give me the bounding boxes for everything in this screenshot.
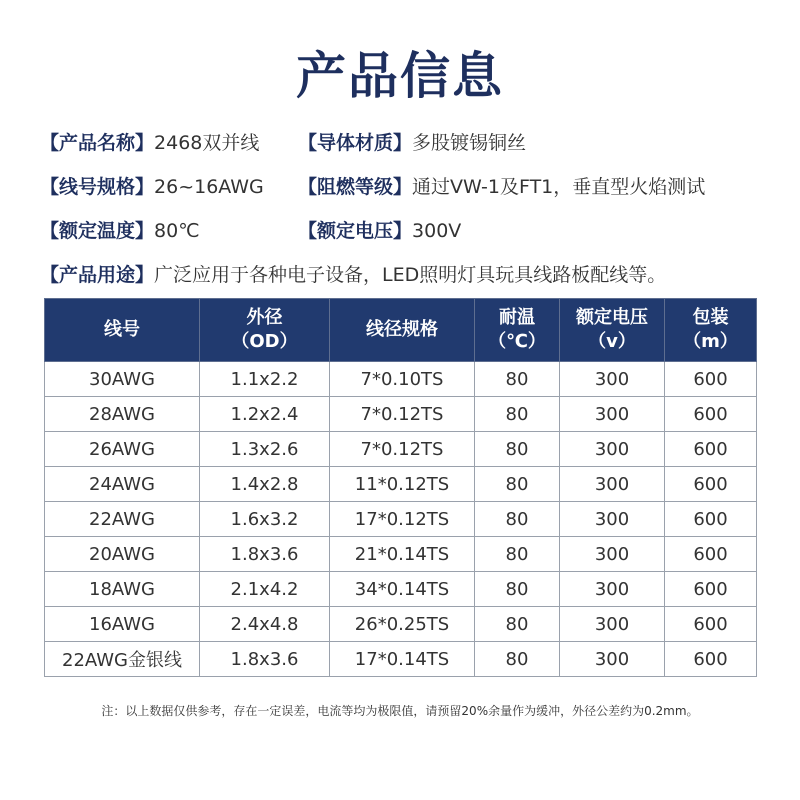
cell-temp: 80 [475, 362, 560, 397]
header-strand-spec: 线径规格 [330, 299, 475, 362]
table-row [45, 537, 757, 572]
header-rated-voltage: 额定电压 （v） [560, 299, 665, 362]
cell-temp: 80 [475, 397, 560, 432]
cell-od: 1.6x3.2 [200, 502, 330, 537]
cell-voltage: 300 [560, 502, 665, 537]
temp-value: 80℃ [154, 220, 200, 242]
cell-voltage: 300 [560, 397, 665, 432]
usage-value: 广泛应用于各种电子设备，LED照明灯具玩具线路板配线等。 [154, 264, 667, 286]
cell-strand: 34*0.14TS [330, 572, 475, 607]
cell-voltage: 300 [560, 572, 665, 607]
info-row-usage [40, 260, 666, 290]
flame-label: 【阻燃等级】 [298, 176, 413, 198]
gauge-value: 26~16AWG [154, 176, 264, 198]
cell-strand: 17*0.12TS [330, 502, 475, 537]
table-header-row [45, 299, 757, 362]
cell-temp: 80 [475, 642, 560, 677]
table-row [45, 607, 757, 642]
cell-strand: 7*0.10TS [330, 362, 475, 397]
info-row-name [40, 128, 259, 158]
temp-label: 【额定温度】 [40, 220, 155, 242]
header-packaging: 包装 （m） [665, 299, 757, 362]
info-row-voltage [298, 216, 461, 246]
spec-table [44, 298, 757, 677]
info-row-temp [40, 216, 200, 246]
cell-temp: 80 [475, 572, 560, 607]
cell-temp: 80 [475, 537, 560, 572]
name-value: 2468双并线 [154, 132, 260, 154]
cell-strand: 21*0.14TS [330, 537, 475, 572]
cell-gauge: 30AWG [45, 362, 200, 397]
info-row-gauge [40, 172, 264, 202]
material-value: 多股镀锡铜丝 [412, 132, 527, 154]
cell-packaging: 600 [665, 572, 757, 607]
gauge-label: 【线号规格】 [40, 176, 155, 198]
cell-packaging: 600 [665, 607, 757, 642]
info-row-material [298, 128, 526, 158]
header-od: 外径 （OD） [200, 299, 330, 362]
info-row-flame [298, 172, 705, 202]
cell-strand: 7*0.12TS [330, 397, 475, 432]
cell-packaging: 600 [665, 432, 757, 467]
voltage-value: 300V [412, 220, 462, 242]
cell-packaging: 600 [665, 642, 757, 677]
cell-od: 1.3x2.6 [200, 432, 330, 467]
cell-gauge: 26AWG [45, 432, 200, 467]
cell-od: 1.8x3.6 [200, 537, 330, 572]
table-row [45, 642, 757, 677]
cell-od: 2.4x4.8 [200, 607, 330, 642]
cell-voltage: 300 [560, 537, 665, 572]
cell-strand: 11*0.12TS [330, 467, 475, 502]
cell-gauge: 16AWG [45, 607, 200, 642]
cell-packaging: 600 [665, 467, 757, 502]
cell-od: 1.4x2.8 [200, 467, 330, 502]
cell-temp: 80 [475, 467, 560, 502]
table-row [45, 432, 757, 467]
flame-value: 通过VW-1及FT1，垂直型火焰测试 [412, 176, 706, 198]
material-label: 【导体材质】 [298, 132, 413, 154]
cell-gauge: 24AWG [45, 467, 200, 502]
cell-strand: 7*0.12TS [330, 432, 475, 467]
cell-gauge: 18AWG [45, 572, 200, 607]
cell-temp: 80 [475, 607, 560, 642]
table-row [45, 502, 757, 537]
cell-packaging: 600 [665, 362, 757, 397]
page-title: 产品信息 [296, 47, 504, 105]
table-row [45, 362, 757, 397]
header-temp-rating: 耐温 （℃） [475, 299, 560, 362]
cell-gauge: 22AWG [45, 502, 200, 537]
cell-gauge: 28AWG [45, 397, 200, 432]
cell-od: 2.1x4.2 [200, 572, 330, 607]
cell-od: 1.1x2.2 [200, 362, 330, 397]
header-gauge: 线号 [45, 299, 200, 362]
cell-packaging: 600 [665, 537, 757, 572]
cell-gauge: 22AWG金银线 [45, 642, 200, 677]
cell-voltage: 300 [560, 362, 665, 397]
cell-voltage: 300 [560, 432, 665, 467]
cell-packaging: 600 [665, 397, 757, 432]
cell-temp: 80 [475, 502, 560, 537]
usage-label: 【产品用途】 [40, 264, 155, 286]
name-label: 【产品名称】 [40, 132, 155, 154]
cell-voltage: 300 [560, 642, 665, 677]
table-row [45, 467, 757, 502]
cell-strand: 26*0.25TS [330, 607, 475, 642]
voltage-label: 【额定电压】 [298, 220, 413, 242]
table-row [45, 572, 757, 607]
table-row [45, 397, 757, 432]
cell-voltage: 300 [560, 607, 665, 642]
cell-packaging: 600 [665, 502, 757, 537]
cell-strand: 17*0.14TS [330, 642, 475, 677]
cell-voltage: 300 [560, 467, 665, 502]
disclaimer-note: 注：以上数据仅供参考，存在一定误差，电流等均为极限值，请预留20%余量作为缓冲，外径公差约为0.2mm。 [101, 704, 699, 718]
cell-temp: 80 [475, 432, 560, 467]
cell-od: 1.2x2.4 [200, 397, 330, 432]
cell-od: 1.8x3.6 [200, 642, 330, 677]
cell-gauge: 20AWG [45, 537, 200, 572]
